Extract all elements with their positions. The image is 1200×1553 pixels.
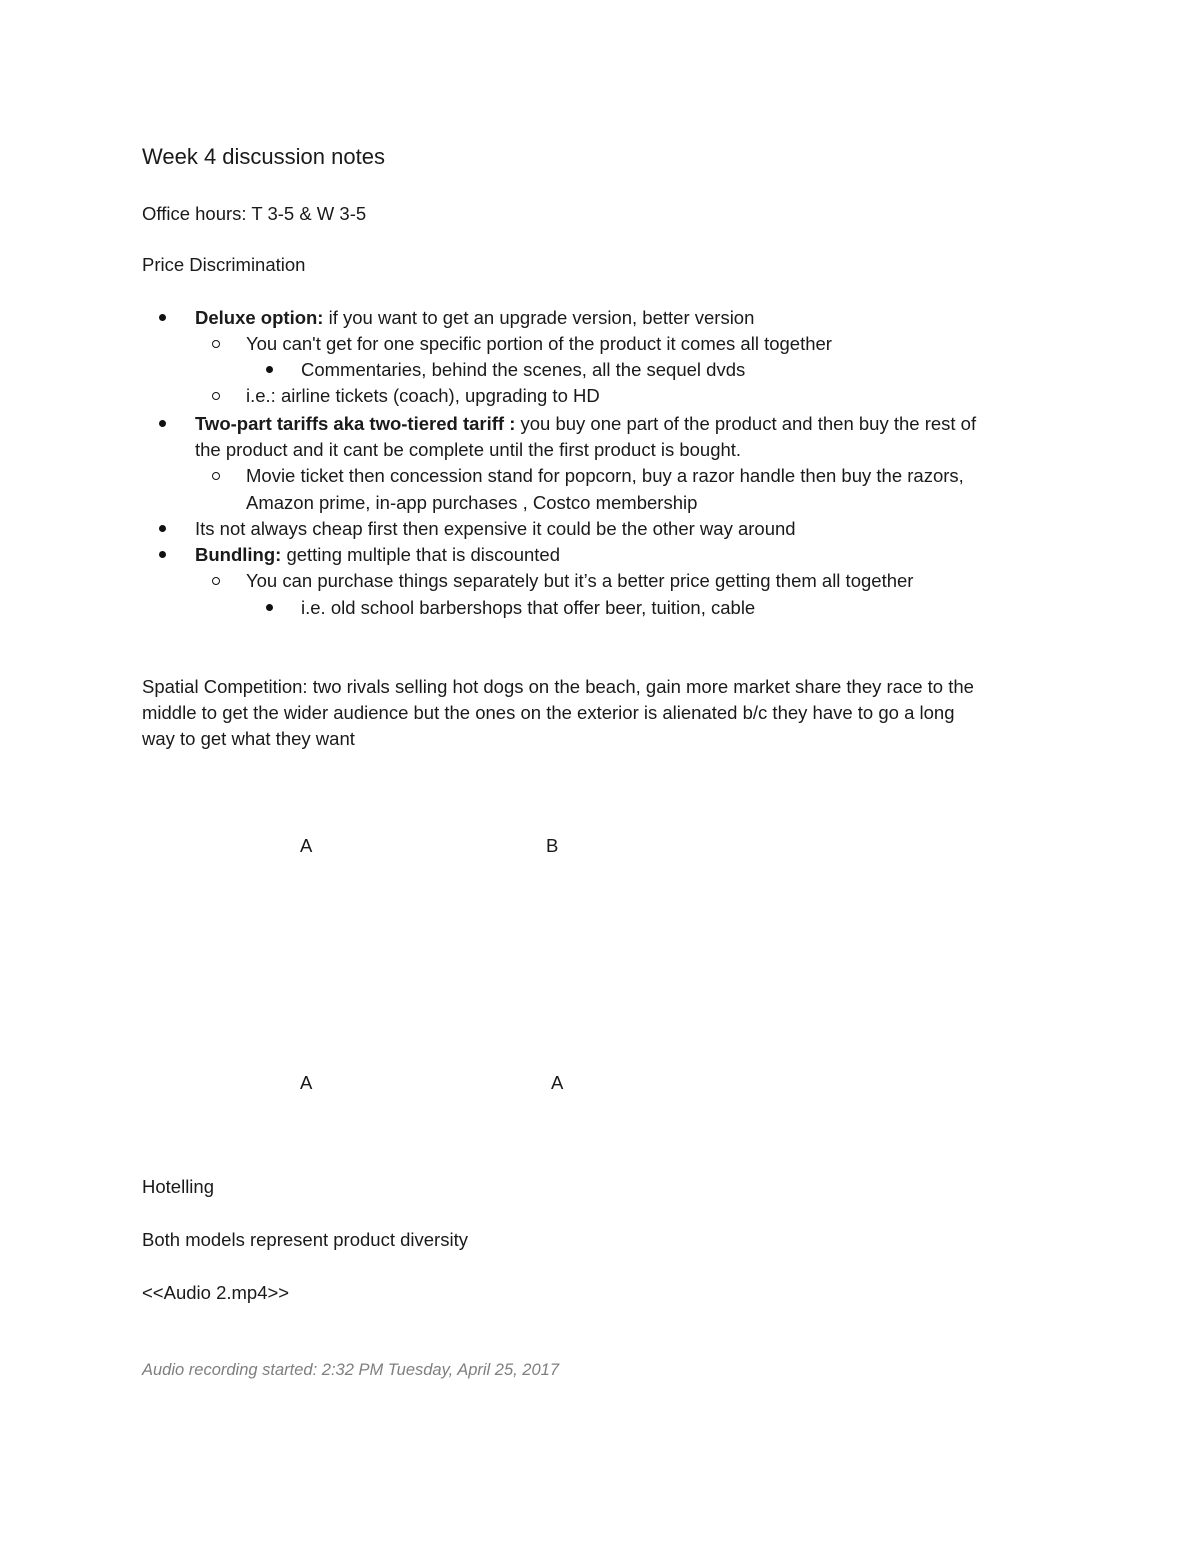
list-item-bundling-sub-sub: i.e. old school barbershops that offer beer, tuition, cable — [301, 597, 756, 618]
spatial-paragraph-line2: middle to get the wider audience but the ones on the exterior is alienated b/c they have to go a long — [142, 702, 955, 723]
deluxe-label: Deluxe option: — [195, 307, 324, 328]
diagram-label-a-bottom-right: A — [551, 1072, 564, 1093]
bullet-disc-icon — [159, 314, 166, 321]
both-models-text: Both models represent product diversity — [142, 1229, 468, 1250]
list-item-two-part-sub: Movie ticket then concession stand for popcorn, buy a razor handle then buy the razors, — [246, 465, 964, 486]
list-item-cheap-first: Its not always cheap first then expensive it could be the other way around — [195, 518, 796, 539]
audio-recording-note: Audio recording started: 2:32 PM Tuesday, April 25, 2017 — [142, 1361, 560, 1379]
list-item-bundling-sub: You can purchase things separately but it’s a better price getting them all together — [246, 570, 914, 591]
list-item-deluxe — [195, 305, 754, 331]
section-heading-price-discrimination: Price Discrimination — [142, 254, 306, 275]
list-item-deluxe-sub1: You can't get for one specific portion of the product it comes all together — [246, 333, 832, 354]
deluxe-text: if you want to get an upgrade version, better version — [323, 307, 755, 328]
spatial-paragraph-line1: Spatial Competition: two rivals selling hot dogs on the beach, gain more market share they race to the — [142, 676, 974, 697]
diagram-label-a-bottom-left: A — [300, 1072, 313, 1093]
list-item-deluxe-sub2: i.e.: airline tickets (coach), upgrading to HD — [246, 385, 600, 406]
bullet-circle-icon — [212, 340, 220, 348]
diagram-label-b-top: B — [546, 835, 559, 856]
list-item-deluxe-sub1-sub: Commentaries, behind the scenes, all the sequel dvds — [301, 359, 746, 380]
page-title: Week 4 discussion notes — [142, 144, 385, 169]
diagram-label-a-top: A — [300, 835, 313, 856]
two-part-sub-continued: Amazon prime, in-app purchases , Costco membership — [246, 492, 698, 513]
two-part-text-continued: the product and it cant be complete until the first product is bought. — [195, 439, 742, 460]
spatial-paragraph-line3: way to get what they want — [142, 728, 355, 749]
bullet-disc-icon — [159, 551, 166, 558]
bundling-text: getting multiple that is discounted — [281, 544, 561, 565]
bullet-circle-icon — [212, 472, 220, 480]
hotelling-heading: Hotelling — [142, 1176, 214, 1197]
list-item-two-part-tariff — [195, 411, 976, 437]
bullet-circle-icon — [212, 577, 220, 585]
bullet-circle-icon — [212, 392, 220, 400]
office-hours: Office hours: T 3-5 & W 3-5 — [142, 203, 367, 224]
bullet-disc-icon — [266, 604, 273, 611]
two-part-label: Two-part tariffs aka two-tiered tariff : — [195, 413, 516, 434]
two-part-text: you buy one part of the product and then buy the rest of — [515, 413, 977, 434]
bullet-disc-icon — [266, 366, 273, 373]
list-item-bundling — [195, 542, 560, 568]
bullet-disc-icon — [159, 420, 166, 427]
audio-attachment-link[interactable]: <<Audio 2.mp4>> — [142, 1282, 290, 1303]
bundling-label: Bundling: — [195, 544, 282, 565]
bullet-disc-icon — [159, 525, 166, 532]
